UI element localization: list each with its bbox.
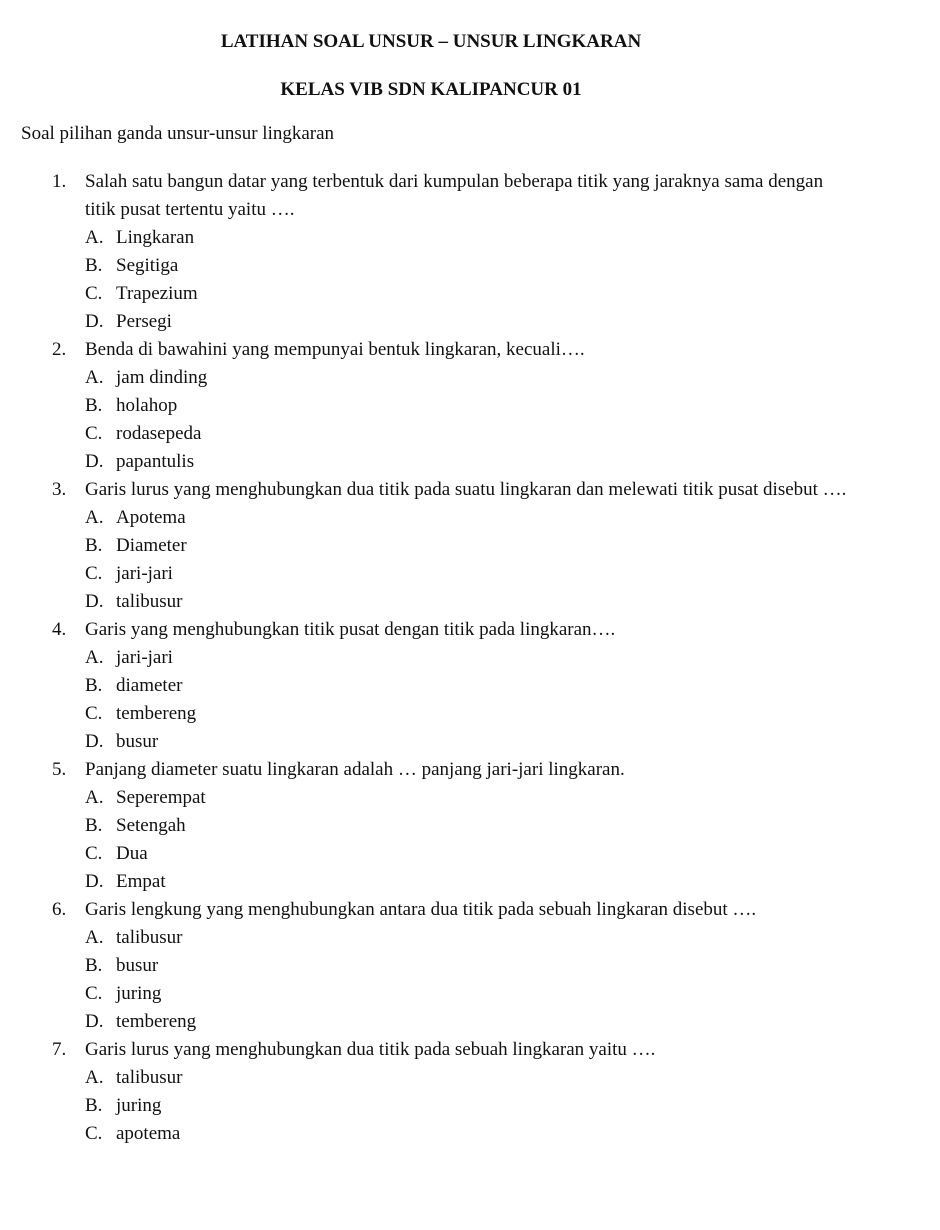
- option-letter: B.: [85, 255, 103, 276]
- option-letter: D.: [85, 871, 104, 892]
- option-letter: A.: [85, 227, 104, 248]
- question-text: Garis lengkung yang menghubungkan antara dua titik pada sebuah lingkaran disebut ….: [85, 899, 757, 920]
- option-letter: D.: [85, 451, 104, 472]
- option-list: [0, 924, 940, 1036]
- option-a: [85, 1064, 940, 1092]
- option-a: [85, 364, 940, 392]
- option-c: [85, 980, 940, 1008]
- option-c: [85, 420, 940, 448]
- option-list: [0, 224, 940, 336]
- option-letter: A.: [85, 1067, 104, 1088]
- question-1: [0, 168, 940, 336]
- option-list: [0, 364, 940, 476]
- question-text: Benda di bawahini yang mempunyai bentuk lingkaran, kecuali….: [85, 339, 585, 360]
- option-text: tembereng: [116, 1011, 197, 1032]
- option-list: [0, 644, 940, 756]
- option-letter: A.: [85, 927, 104, 948]
- option-list: [0, 1064, 940, 1148]
- page-title: LATIHAN SOAL UNSUR – UNSUR LINGKARAN: [220, 31, 642, 52]
- option-text: Trapezium: [116, 283, 198, 304]
- option-text: talibusur: [116, 591, 183, 612]
- option-text: busur: [116, 955, 159, 976]
- question-text: Panjang diameter suatu lingkaran adalah … panjang jari-jari lingkaran.: [85, 759, 625, 780]
- question-text: Garis lurus yang menghubungkan dua titik pada sebuah lingkaran yaitu ….: [85, 1039, 656, 1060]
- option-d: [85, 588, 940, 616]
- question-text: Salah satu bangun datar yang terbentuk dari kumpulan beberapa titik yang jaraknya sama dengan titik pusat tertentu yaitu ….: [85, 171, 824, 220]
- question-number: 6.: [52, 899, 67, 920]
- option-c: [85, 840, 940, 868]
- option-letter: C.: [85, 983, 103, 1004]
- option-text: jari-jari: [116, 647, 173, 668]
- question-number: 3.: [52, 479, 67, 500]
- option-letter: C.: [85, 563, 103, 584]
- option-d: [85, 448, 940, 476]
- option-letter: D.: [85, 731, 104, 752]
- option-letter: C.: [85, 843, 103, 864]
- question-text: Garis yang menghubungkan titik pusat dengan titik pada lingkaran….: [85, 619, 616, 640]
- option-text: talibusur: [116, 1067, 183, 1088]
- option-text: juring: [116, 983, 162, 1004]
- question-5: [0, 756, 940, 896]
- option-text: papantulis: [116, 451, 195, 472]
- option-text: Apotema: [116, 507, 186, 528]
- intro-text: Soal pilihan ganda unsur-unsur lingkaran: [21, 123, 335, 144]
- option-text: talibusur: [116, 927, 183, 948]
- option-letter: D.: [85, 1011, 104, 1032]
- option-b: [85, 532, 940, 560]
- question-7: [0, 1036, 940, 1148]
- option-d: [85, 868, 940, 896]
- option-c: [85, 700, 940, 728]
- option-d: [85, 728, 940, 756]
- option-a: [85, 784, 940, 812]
- option-text: Dua: [116, 843, 148, 864]
- option-a: [85, 644, 940, 672]
- option-b: [85, 392, 940, 420]
- option-b: [85, 1092, 940, 1120]
- option-b: [85, 812, 940, 840]
- option-letter: A.: [85, 367, 104, 388]
- option-letter: A.: [85, 507, 104, 528]
- option-text: holahop: [116, 395, 178, 416]
- option-letter: D.: [85, 311, 104, 332]
- option-text: jari-jari: [116, 563, 173, 584]
- option-text: rodasepeda: [116, 423, 202, 444]
- option-a: [85, 504, 940, 532]
- page-subtitle: KELAS VIB SDN KALIPANCUR 01: [280, 79, 582, 100]
- option-text: busur: [116, 731, 159, 752]
- question-number: 1.: [52, 171, 67, 192]
- option-text: Diameter: [116, 535, 187, 556]
- option-letter: B.: [85, 815, 103, 836]
- option-c: [85, 560, 940, 588]
- option-d: [85, 1008, 940, 1036]
- option-text: diameter: [116, 675, 183, 696]
- option-b: [85, 252, 940, 280]
- option-text: juring: [116, 1095, 162, 1116]
- option-a: [85, 924, 940, 952]
- option-list: [0, 784, 940, 896]
- option-a: [85, 224, 940, 252]
- question-3: [0, 476, 940, 616]
- option-letter: B.: [85, 675, 103, 696]
- option-letter: D.: [85, 591, 104, 612]
- option-text: Empat: [116, 871, 166, 892]
- option-text: Persegi: [116, 311, 172, 332]
- option-text: Seperempat: [116, 787, 206, 808]
- option-letter: C.: [85, 423, 103, 444]
- option-letter: B.: [85, 535, 103, 556]
- option-text: Lingkaran: [116, 227, 195, 248]
- question-number: 7.: [52, 1039, 67, 1060]
- question-list: [0, 168, 940, 1148]
- question-4: [0, 616, 940, 756]
- option-letter: A.: [85, 787, 104, 808]
- option-text: tembereng: [116, 703, 197, 724]
- option-text: jam dinding: [116, 367, 208, 388]
- option-b: [85, 672, 940, 700]
- option-c: [85, 1120, 940, 1148]
- question-number: 2.: [52, 339, 67, 360]
- option-text: apotema: [116, 1123, 181, 1144]
- option-c: [85, 280, 940, 308]
- option-text: Setengah: [116, 815, 186, 836]
- option-letter: B.: [85, 1095, 103, 1116]
- option-letter: B.: [85, 955, 103, 976]
- option-list: [0, 504, 940, 616]
- option-text: Segitiga: [116, 255, 179, 276]
- option-letter: B.: [85, 395, 103, 416]
- option-letter: A.: [85, 647, 104, 668]
- option-b: [85, 952, 940, 980]
- question-2: [0, 336, 940, 476]
- option-letter: C.: [85, 283, 103, 304]
- option-letter: C.: [85, 703, 103, 724]
- question-number: 4.: [52, 619, 67, 640]
- option-letter: C.: [85, 1123, 103, 1144]
- question-text: Garis lurus yang menghubungkan dua titik pada suatu lingkaran dan melewati titik pusat disebut ….: [85, 479, 847, 500]
- question-6: [0, 896, 940, 1036]
- question-number: 5.: [52, 759, 67, 780]
- option-d: [85, 308, 940, 336]
